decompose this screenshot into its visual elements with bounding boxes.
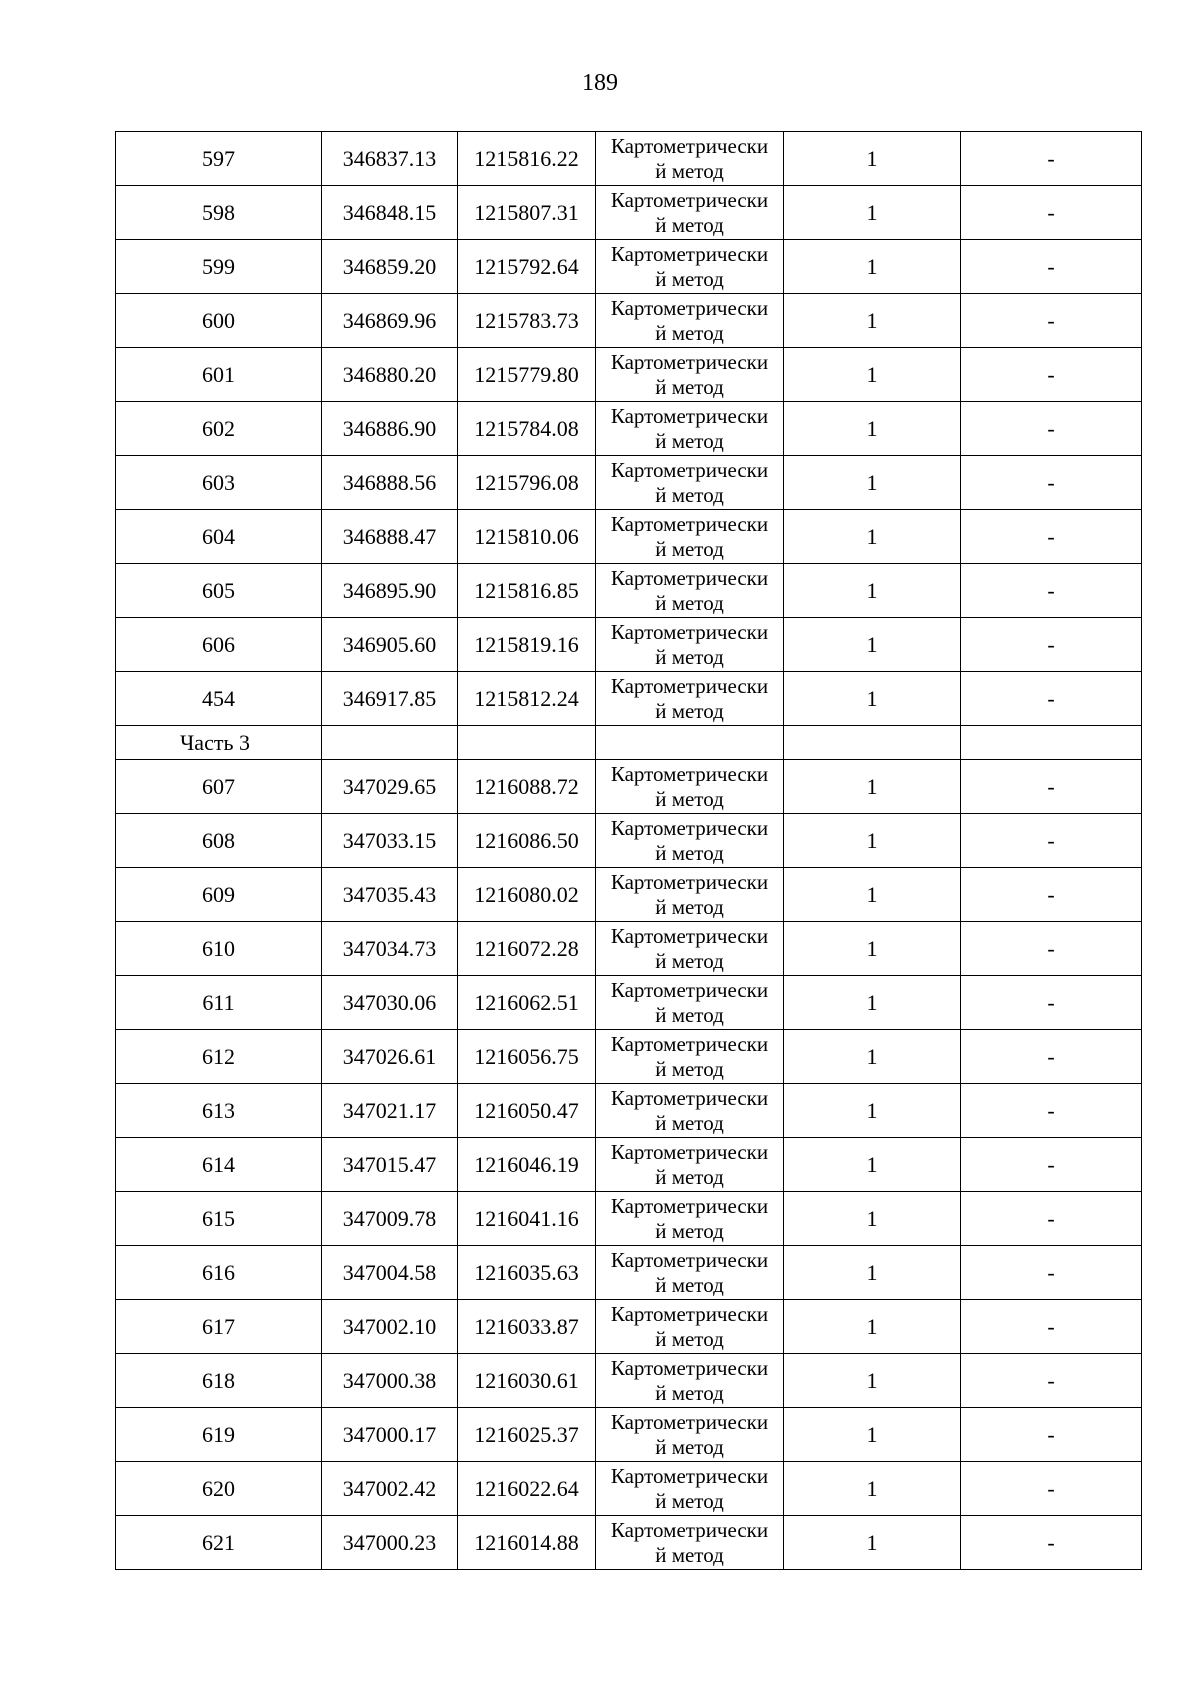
description-cell: -	[961, 1300, 1142, 1354]
method-line-2: й метод	[655, 786, 724, 811]
table-row	[116, 1030, 1142, 1084]
method-cell	[596, 922, 784, 976]
x-coordinate-cell: 346895.90	[322, 564, 458, 618]
table-row	[116, 510, 1142, 564]
method-line-2: й метод	[655, 1272, 724, 1297]
description-cell: -	[961, 294, 1142, 348]
table-row	[116, 868, 1142, 922]
y-coordinate-cell: 1216050.47	[458, 1084, 596, 1138]
accuracy-cell: 1	[784, 1516, 961, 1570]
method-line-1: Картометрически	[610, 815, 769, 840]
y-coordinate-cell: 1215810.06	[458, 510, 596, 564]
description-cell: -	[961, 1138, 1142, 1192]
description-cell: -	[961, 510, 1142, 564]
x-coordinate-cell: 347009.78	[322, 1192, 458, 1246]
method-line-1: Картометрически	[610, 403, 769, 428]
method-line-1: Картометрически	[610, 1031, 769, 1056]
method-cell	[596, 1084, 784, 1138]
method-line-2: й метод	[655, 482, 724, 507]
y-coordinate-cell: 1215784.08	[458, 402, 596, 456]
method-cell	[596, 240, 784, 294]
method-line-1: Картометрически	[610, 923, 769, 948]
x-coordinate-cell: 347002.42	[322, 1462, 458, 1516]
y-coordinate-cell: 1216014.88	[458, 1516, 596, 1570]
x-coordinate-cell: 347000.23	[322, 1516, 458, 1570]
point-number-cell: 608	[116, 814, 322, 868]
section-label: Часть 3	[116, 726, 322, 760]
method-line-2: й метод	[655, 1542, 724, 1567]
method-line-1: Картометрически	[610, 187, 769, 212]
method-line-1: Картометрически	[610, 1247, 769, 1272]
method-line-2: й метод	[655, 374, 724, 399]
method-line-1: Картометрически	[610, 1355, 769, 1380]
point-number-cell: 611	[116, 976, 322, 1030]
method-line-2: й метод	[655, 1488, 724, 1513]
method-cell	[596, 564, 784, 618]
accuracy-cell: 1	[784, 402, 961, 456]
x-coordinate-cell: 347021.17	[322, 1084, 458, 1138]
y-coordinate-cell: 1216041.16	[458, 1192, 596, 1246]
table-row	[116, 186, 1142, 240]
method-line-2: й метод	[655, 1056, 724, 1081]
y-coordinate-cell: 1215816.22	[458, 132, 596, 186]
method-line-2: й метод	[655, 212, 724, 237]
description-cell: -	[961, 456, 1142, 510]
accuracy-cell: 1	[784, 510, 961, 564]
y-coordinate-cell: 1215816.85	[458, 564, 596, 618]
method-line-1: Картометрически	[610, 133, 769, 158]
accuracy-cell: 1	[784, 1030, 961, 1084]
empty-cell	[961, 726, 1142, 760]
method-line-2: й метод	[655, 1164, 724, 1189]
point-number-cell: 599	[116, 240, 322, 294]
point-number-cell: 602	[116, 402, 322, 456]
point-number-cell: 613	[116, 1084, 322, 1138]
table-row	[116, 1246, 1142, 1300]
method-line-2: й метод	[655, 428, 724, 453]
y-coordinate-cell: 1215792.64	[458, 240, 596, 294]
table-row	[116, 976, 1142, 1030]
method-line-1: Картометрически	[610, 457, 769, 482]
method-line-1: Картометрически	[610, 511, 769, 536]
point-number-cell: 618	[116, 1354, 322, 1408]
accuracy-cell: 1	[784, 564, 961, 618]
point-number-cell: 603	[116, 456, 322, 510]
description-cell: -	[961, 564, 1142, 618]
table-row	[116, 1300, 1142, 1354]
point-number-cell: 607	[116, 760, 322, 814]
method-line-1: Картометрически	[610, 1193, 769, 1218]
point-number-cell: 604	[116, 510, 322, 564]
description-cell: -	[961, 868, 1142, 922]
point-number-cell: 610	[116, 922, 322, 976]
x-coordinate-cell: 346905.60	[322, 618, 458, 672]
description-cell: -	[961, 186, 1142, 240]
y-coordinate-cell: 1216080.02	[458, 868, 596, 922]
description-cell: -	[961, 1354, 1142, 1408]
y-coordinate-cell: 1216056.75	[458, 1030, 596, 1084]
point-number-cell: 616	[116, 1246, 322, 1300]
method-line-1: Картометрически	[610, 1139, 769, 1164]
method-cell	[596, 1462, 784, 1516]
method-cell	[596, 1138, 784, 1192]
method-line-2: й метод	[655, 698, 724, 723]
method-line-2: й метод	[655, 536, 724, 561]
x-coordinate-cell: 347035.43	[322, 868, 458, 922]
method-line-1: Картометрически	[610, 1517, 769, 1542]
description-cell: -	[961, 1084, 1142, 1138]
point-number-cell: 614	[116, 1138, 322, 1192]
method-cell	[596, 1408, 784, 1462]
x-coordinate-cell: 346859.20	[322, 240, 458, 294]
method-line-2: й метод	[655, 320, 724, 345]
method-cell	[596, 186, 784, 240]
method-line-1: Картометрически	[610, 673, 769, 698]
point-number-cell: 620	[116, 1462, 322, 1516]
accuracy-cell: 1	[784, 240, 961, 294]
table-row	[116, 456, 1142, 510]
table-row	[116, 922, 1142, 976]
point-number-cell: 619	[116, 1408, 322, 1462]
accuracy-cell: 1	[784, 976, 961, 1030]
method-cell	[596, 402, 784, 456]
method-line-2: й метод	[655, 1326, 724, 1351]
method-cell	[596, 1246, 784, 1300]
method-line-1: Картометрически	[610, 977, 769, 1002]
empty-cell	[596, 726, 784, 760]
method-line-2: й метод	[655, 948, 724, 973]
point-number-cell: 454	[116, 672, 322, 726]
description-cell: -	[961, 618, 1142, 672]
page-number: 189	[582, 70, 618, 96]
accuracy-cell: 1	[784, 456, 961, 510]
x-coordinate-cell: 347033.15	[322, 814, 458, 868]
accuracy-cell: 1	[784, 1354, 961, 1408]
accuracy-cell: 1	[784, 186, 961, 240]
x-coordinate-cell: 346888.56	[322, 456, 458, 510]
y-coordinate-cell: 1216088.72	[458, 760, 596, 814]
method-line-1: Картометрически	[610, 241, 769, 266]
method-cell	[596, 976, 784, 1030]
method-cell	[596, 868, 784, 922]
x-coordinate-cell: 347029.65	[322, 760, 458, 814]
accuracy-cell: 1	[784, 1192, 961, 1246]
method-line-2: й метод	[655, 1002, 724, 1027]
y-coordinate-cell: 1216022.64	[458, 1462, 596, 1516]
x-coordinate-cell: 347000.17	[322, 1408, 458, 1462]
x-coordinate-cell: 346869.96	[322, 294, 458, 348]
x-coordinate-cell: 347030.06	[322, 976, 458, 1030]
point-number-cell: 605	[116, 564, 322, 618]
method-cell	[596, 672, 784, 726]
method-cell	[596, 294, 784, 348]
table-row	[116, 1354, 1142, 1408]
point-number-cell: 601	[116, 348, 322, 402]
accuracy-cell: 1	[784, 1138, 961, 1192]
point-number-cell: 600	[116, 294, 322, 348]
x-coordinate-cell: 347026.61	[322, 1030, 458, 1084]
x-coordinate-cell: 346917.85	[322, 672, 458, 726]
accuracy-cell: 1	[784, 922, 961, 976]
method-line-2: й метод	[655, 590, 724, 615]
method-line-1: Картометрически	[610, 1085, 769, 1110]
table-row	[116, 1516, 1142, 1570]
y-coordinate-cell: 1216046.19	[458, 1138, 596, 1192]
point-number-cell: 617	[116, 1300, 322, 1354]
accuracy-cell: 1	[784, 1246, 961, 1300]
method-line-2: й метод	[655, 1434, 724, 1459]
y-coordinate-cell: 1216033.87	[458, 1300, 596, 1354]
method-cell	[596, 456, 784, 510]
coordinates-table	[115, 131, 1142, 1570]
section-row	[116, 726, 1142, 760]
accuracy-cell: 1	[784, 814, 961, 868]
method-cell	[596, 1300, 784, 1354]
method-line-1: Картометрически	[610, 349, 769, 374]
description-cell: -	[961, 760, 1142, 814]
method-cell	[596, 510, 784, 564]
empty-cell	[322, 726, 458, 760]
y-coordinate-cell: 1216035.63	[458, 1246, 596, 1300]
description-cell: -	[961, 402, 1142, 456]
accuracy-cell: 1	[784, 1408, 961, 1462]
method-line-1: Картометрически	[610, 761, 769, 786]
description-cell: -	[961, 240, 1142, 294]
method-cell	[596, 1030, 784, 1084]
method-line-2: й метод	[655, 266, 724, 291]
y-coordinate-cell: 1216086.50	[458, 814, 596, 868]
method-cell	[596, 348, 784, 402]
method-line-1: Картометрически	[610, 1409, 769, 1434]
table-row	[116, 1084, 1142, 1138]
y-coordinate-cell: 1216072.28	[458, 922, 596, 976]
method-cell	[596, 1516, 784, 1570]
x-coordinate-cell: 346888.47	[322, 510, 458, 564]
x-coordinate-cell: 347000.38	[322, 1354, 458, 1408]
method-line-2: й метод	[655, 158, 724, 183]
table-row	[116, 1408, 1142, 1462]
table-row	[116, 294, 1142, 348]
method-line-2: й метод	[655, 840, 724, 865]
point-number-cell: 598	[116, 186, 322, 240]
point-number-cell: 609	[116, 868, 322, 922]
point-number-cell: 615	[116, 1192, 322, 1246]
method-line-1: Картометрически	[610, 1463, 769, 1488]
accuracy-cell: 1	[784, 760, 961, 814]
table-body	[116, 132, 1142, 1570]
x-coordinate-cell: 346886.90	[322, 402, 458, 456]
accuracy-cell: 1	[784, 672, 961, 726]
y-coordinate-cell: 1215779.80	[458, 348, 596, 402]
accuracy-cell: 1	[784, 1084, 961, 1138]
x-coordinate-cell: 346848.15	[322, 186, 458, 240]
method-line-1: Картометрически	[610, 295, 769, 320]
description-cell: -	[961, 1192, 1142, 1246]
method-line-2: й метод	[655, 1380, 724, 1405]
accuracy-cell: 1	[784, 618, 961, 672]
table-row	[116, 402, 1142, 456]
empty-cell	[458, 726, 596, 760]
description-cell: -	[961, 1408, 1142, 1462]
y-coordinate-cell: 1216030.61	[458, 1354, 596, 1408]
method-line-2: й метод	[655, 1218, 724, 1243]
table-row	[116, 132, 1142, 186]
method-cell	[596, 1192, 784, 1246]
y-coordinate-cell: 1215812.24	[458, 672, 596, 726]
y-coordinate-cell: 1215783.73	[458, 294, 596, 348]
method-line-2: й метод	[655, 1110, 724, 1135]
y-coordinate-cell: 1216062.51	[458, 976, 596, 1030]
x-coordinate-cell: 347004.58	[322, 1246, 458, 1300]
x-coordinate-cell: 346880.20	[322, 348, 458, 402]
method-cell	[596, 132, 784, 186]
y-coordinate-cell: 1215819.16	[458, 618, 596, 672]
method-line-2: й метод	[655, 894, 724, 919]
method-line-1: Картометрически	[610, 619, 769, 644]
table-row	[116, 1192, 1142, 1246]
description-cell: -	[961, 1462, 1142, 1516]
accuracy-cell: 1	[784, 1462, 961, 1516]
table-row	[116, 1462, 1142, 1516]
table-row	[116, 760, 1142, 814]
description-cell: -	[961, 348, 1142, 402]
description-cell: -	[961, 814, 1142, 868]
table-row	[116, 672, 1142, 726]
description-cell: -	[961, 672, 1142, 726]
method-line-2: й метод	[655, 644, 724, 669]
point-number-cell: 606	[116, 618, 322, 672]
method-line-1: Картометрически	[610, 565, 769, 590]
description-cell: -	[961, 132, 1142, 186]
method-cell	[596, 814, 784, 868]
empty-cell	[784, 726, 961, 760]
accuracy-cell: 1	[784, 294, 961, 348]
method-line-1: Картометрически	[610, 869, 769, 894]
point-number-cell: 612	[116, 1030, 322, 1084]
x-coordinate-cell: 347015.47	[322, 1138, 458, 1192]
y-coordinate-cell: 1215796.08	[458, 456, 596, 510]
y-coordinate-cell: 1215807.31	[458, 186, 596, 240]
accuracy-cell: 1	[784, 132, 961, 186]
table-row	[116, 564, 1142, 618]
x-coordinate-cell: 347034.73	[322, 922, 458, 976]
x-coordinate-cell: 346837.13	[322, 132, 458, 186]
method-cell	[596, 760, 784, 814]
description-cell: -	[961, 922, 1142, 976]
method-cell	[596, 618, 784, 672]
method-cell	[596, 1354, 784, 1408]
x-coordinate-cell: 347002.10	[322, 1300, 458, 1354]
description-cell: -	[961, 1516, 1142, 1570]
point-number-cell: 597	[116, 132, 322, 186]
description-cell: -	[961, 1030, 1142, 1084]
table-row	[116, 348, 1142, 402]
accuracy-cell: 1	[784, 868, 961, 922]
accuracy-cell: 1	[784, 348, 961, 402]
y-coordinate-cell: 1216025.37	[458, 1408, 596, 1462]
table-row	[116, 1138, 1142, 1192]
description-cell: -	[961, 976, 1142, 1030]
accuracy-cell: 1	[784, 1300, 961, 1354]
table-row	[116, 618, 1142, 672]
description-cell: -	[961, 1246, 1142, 1300]
table-row	[116, 814, 1142, 868]
table-row	[116, 240, 1142, 294]
point-number-cell: 621	[116, 1516, 322, 1570]
method-line-1: Картометрически	[610, 1301, 769, 1326]
